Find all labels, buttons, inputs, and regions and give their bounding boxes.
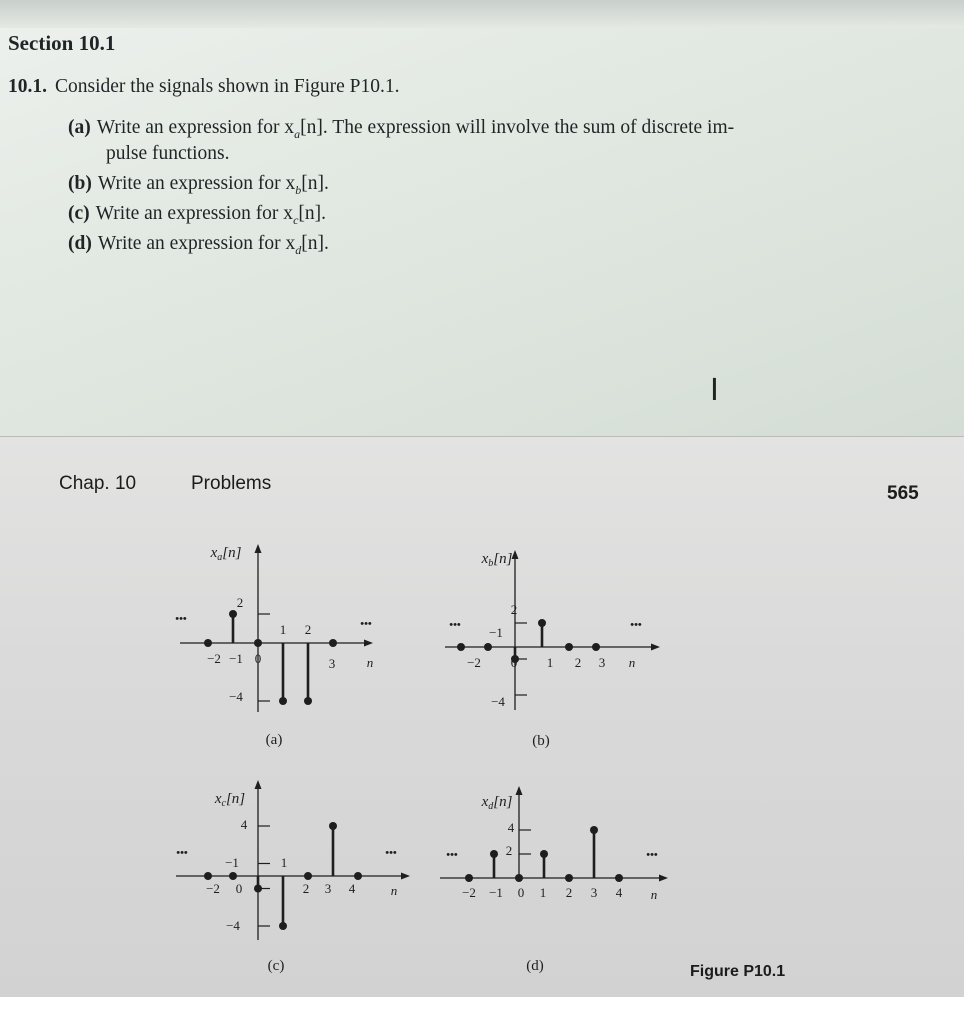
- panel-a-ellipsis: •••: [175, 613, 187, 625]
- panel-c-y-tick-label: −1: [225, 855, 239, 870]
- panel-a-y-tick-label: −4: [229, 689, 243, 704]
- panel-d-point-2: [565, 874, 573, 882]
- panel-b-x-tick-label: 1: [546, 655, 554, 670]
- panel-c-point--2: [204, 872, 212, 880]
- panel-b-point--2: [457, 643, 465, 651]
- panel-c-x-tick-label: 2: [302, 881, 310, 896]
- panel-a-x-tick-label: 0: [254, 651, 262, 666]
- panel-a-point--1: [229, 610, 237, 618]
- panel-d-x-tick-label: −2: [462, 885, 476, 900]
- panel-c-point-2: [304, 872, 312, 880]
- section-title: Section 10.1: [8, 31, 116, 55]
- panel-b-y-tick-label: −4: [491, 694, 505, 709]
- figure-label: Figure P10.1: [690, 963, 786, 980]
- part-a: (a) Write an expression for $x_a[n]$. The expression will involve the sum of discrete im-: [68, 117, 735, 141]
- panel-c-point--1: [229, 872, 237, 880]
- panel-a-x-arrow: [364, 640, 373, 647]
- panel-a-x-tick-label: −1: [229, 651, 243, 666]
- panel-d-y-tick-label: 4: [507, 820, 515, 835]
- panel-c-x-tick-label: −2: [206, 881, 220, 896]
- panel-a-y-tick-label: 2: [236, 595, 244, 610]
- panel-a-point-1: [279, 697, 287, 705]
- panel-d-x-tick-label: −1: [489, 885, 503, 900]
- part-a-continuation: pulse functions.: [106, 143, 230, 164]
- panel-b-x-tick-label: −2: [467, 655, 481, 670]
- panel-d-ellipsis: •••: [446, 849, 458, 861]
- panel-d-point-3: [590, 826, 598, 834]
- panel-d-x-label: n: [650, 887, 658, 902]
- panel-c-y-arrow: [255, 780, 262, 789]
- page-number: 565: [887, 483, 919, 504]
- panel-a-caption: (a): [265, 732, 283, 748]
- panel-a-point-2: [304, 697, 312, 705]
- panel-d-point--2: [465, 874, 473, 882]
- panel-c-y-tick-label: 1: [280, 855, 288, 870]
- panel-b-x-tick-label: 0: [510, 655, 518, 670]
- panel-a-ellipsis: •••: [360, 618, 372, 630]
- panel-a-point-0: [254, 639, 262, 647]
- panel-c-x-tick-label: 0: [235, 881, 243, 896]
- section-label: Problems: [191, 473, 272, 494]
- panel-b-point-2: [565, 643, 573, 651]
- panel-b-point--1: [484, 643, 492, 651]
- panel-a-x-tick-label: 3: [328, 656, 336, 671]
- panel-d-point-0: [515, 874, 523, 882]
- panel-a-point--2: [204, 639, 212, 647]
- panel-c-y-tick-label: −4: [226, 918, 240, 933]
- problem-number: 10.1.: [8, 76, 47, 97]
- panel-d-x-arrow: [659, 875, 668, 882]
- panel-d-point--1: [490, 850, 498, 858]
- panel-a-x-tick-label: 2: [304, 622, 312, 637]
- panel-c-point-1: [279, 922, 287, 930]
- panel-d-x-tick-label: 4: [615, 885, 623, 900]
- panel-c-y-label: $x_c[n]$: [214, 791, 246, 809]
- panel-c-x-label: n: [390, 883, 398, 898]
- panel-a-x-tick-label: −2: [207, 651, 221, 666]
- panel-a-x-tick-label: 1: [279, 622, 287, 637]
- panel-b-point-1: [538, 619, 546, 627]
- part-b: (b) Write an expression for $x_b[n]$.: [68, 173, 329, 197]
- panel-b-y-label: $x_b[n]$: [481, 551, 513, 569]
- text-cursor-icon: I: [710, 373, 719, 408]
- panel-c-point-3: [329, 822, 337, 830]
- panel-b-x-tick-label: 3: [598, 655, 606, 670]
- panel-b-ellipsis: •••: [449, 619, 461, 631]
- panel-d-x-tick-label: 3: [590, 885, 598, 900]
- panel-d-ellipsis: •••: [646, 849, 658, 861]
- part-c: (c) Write an expression for $x_c[n]$.: [68, 203, 327, 227]
- panel-c-point-4: [354, 872, 362, 880]
- panel-d-x-tick-label: 2: [565, 885, 573, 900]
- panel-d-x-tick-label: 1: [539, 885, 547, 900]
- part-d: (d) Write an expression for $x_d[n]$.: [68, 233, 329, 257]
- panel-b-y-arrow: [512, 550, 519, 559]
- panel-b-point-3: [592, 643, 600, 651]
- problem-text: Consider the signals shown in Figure P10.1.: [55, 76, 400, 97]
- panel-d-y-arrow: [516, 786, 523, 795]
- panel-c-x-tick-label: 3: [324, 881, 332, 896]
- panel-b-x-arrow: [651, 644, 660, 651]
- panel-b-y-tick-label: −1: [489, 625, 503, 640]
- panel-c-ellipsis: •••: [176, 847, 188, 859]
- panel-b-x-tick-label: 2: [574, 655, 582, 670]
- panel-a-y-label: $x_a[n]$: [210, 545, 242, 563]
- panel-c-point-0: [254, 885, 262, 893]
- panel-c-caption: (c): [267, 958, 285, 974]
- panel-d-y-label: $x_d[n]$: [481, 794, 513, 812]
- panel-d-x-tick-label: 0: [517, 885, 525, 900]
- panel-d-point-1: [540, 850, 548, 858]
- panel-b-caption: (b): [532, 733, 550, 749]
- chapter-label: Chap. 10: [59, 473, 137, 494]
- panel-a-point-3: [329, 639, 337, 647]
- panel-d-point-4: [615, 874, 623, 882]
- panel-c-ellipsis: •••: [385, 847, 397, 859]
- panel-a-y-arrow: [255, 544, 262, 553]
- panel-d-caption: (d): [526, 958, 544, 974]
- panel-b-y-tick-label: 2: [510, 602, 518, 617]
- panel-c-x-tick-label: 4: [348, 881, 356, 896]
- panel-c-x-arrow: [401, 873, 410, 880]
- panel-a-x-label: n: [366, 655, 374, 670]
- panel-b-ellipsis: •••: [630, 619, 642, 631]
- panel-d-y-tick-label: 2: [505, 843, 513, 858]
- panel-b-x-label: n: [628, 655, 636, 670]
- panel-c-y-tick-label: 4: [240, 817, 248, 832]
